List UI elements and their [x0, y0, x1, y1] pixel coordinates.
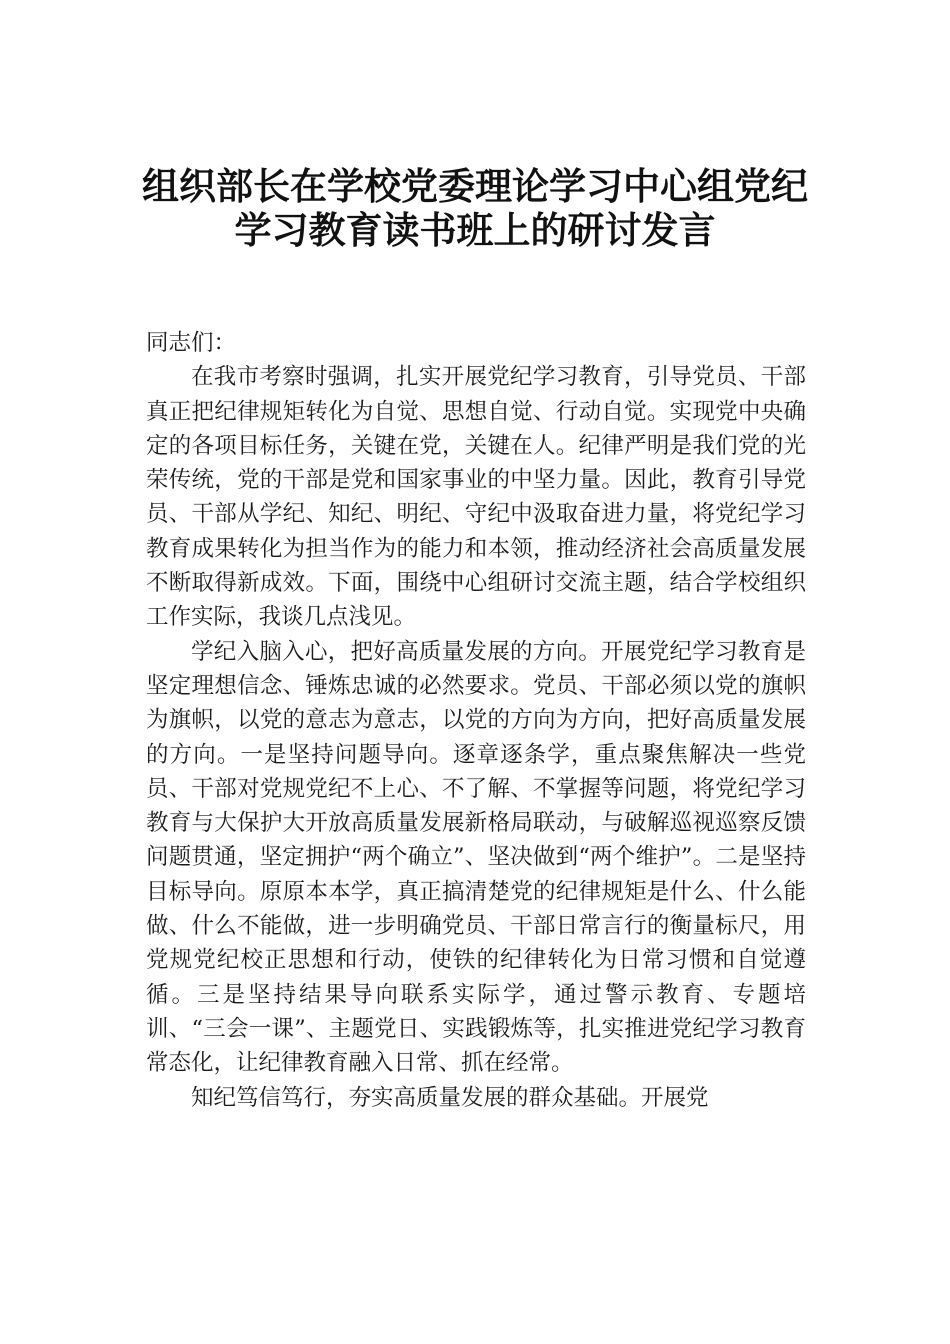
- document-title-line-2: 学习教育读书班上的研讨发言: [234, 208, 716, 252]
- paragraph-3: 知纪笃信笃行，夯实高质量发展的群众基础。开展党: [191, 1084, 709, 1111]
- paragraph-1: 在我市考察时强调，扎实开展党纪学习教育，引导党员、干部真正把纪律规矩转化为自觉、思想自觉、行动自觉。实现党中央确定的各项目标任务，关键在党，关键在人。纪律严明是我们党的光荣传统，党的干部是党和国家事业的中坚力量。因此，教育引导党员、干部从学纪、知纪、明纪、守纪中汲取奋进力量，将党纪学习教育成果转化为担当作为的能力和本领，推动经济社会高质量发展不断取得新成效。下面，围绕中心组研讨交流主题，结合学校组织工作实际，我谈几点浅见。: [146, 364, 806, 631]
- document-title-line-1: 组织部长在学校党委理论学习中心组党纪: [142, 164, 808, 208]
- document-body: [146, 326, 806, 1115]
- greeting: 同志们：: [146, 330, 237, 356]
- paragraph-2: 学纪入脑入心，把好高质量发展的方向。开展党纪学习教育是坚定理想信念、锤炼忠诚的必然要求。党员、干部必须以党的旗帜为旗帜，以党的意志为意志，以党的方向为方向，把好高质量发展的方向。一是坚持问题导向。逐章逐条学，重点聚焦解决一些党员、干部对党规党纪不上心、不了解、不掌握等问题，将党纪学习教育与大保护大开放高质量发展新格局联动，与破解巡视巡察反馈问题贯通，坚定拥护“两个确立”、坚决做到“两个维护”。二是坚持目标导向。原原本本学，真正搞清楚党的纪律规矩是什么、什么能做、什么不能做，进一步明确党员、干部日常言行的衡量标尺，用党规党纪校正思想和行动，使铁的纪律转化为日常习惯和自觉遵循。三是坚持结果导向联系实际学，通过警示教育、专题培训、“三会一课”、主题党日、实践锻炼等，扎实推进党纪学习教育常态化，让纪律教育融入日常、抓在经常。: [146, 638, 806, 1077]
